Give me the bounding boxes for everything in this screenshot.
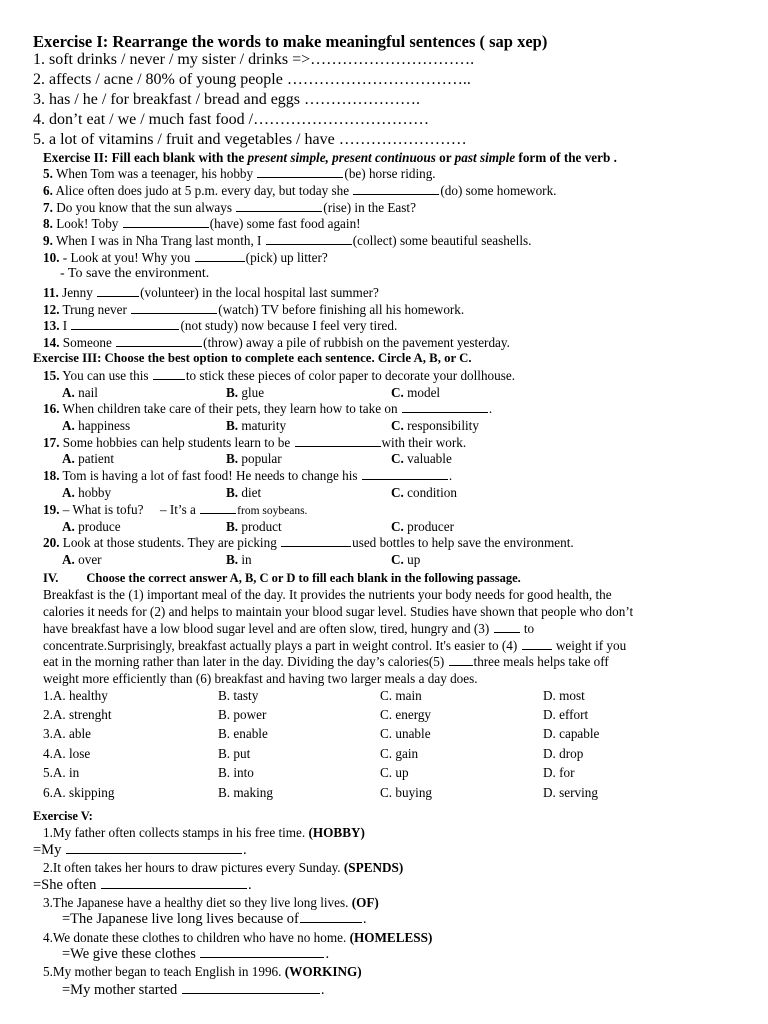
blank[interactable] [522, 639, 552, 650]
ex4-q6-option-a[interactable]: 6.A. skipping [43, 785, 115, 800]
ex4-q6-option-b[interactable]: B. making [218, 785, 273, 800]
blank[interactable] [257, 167, 343, 178]
passage-line-6: weight more efficiently than (6) breakfast and having two larger meals a day does. [43, 671, 478, 686]
ex4-q2-option-c[interactable]: C. energy [380, 707, 432, 722]
ex2-q10: 10. - Look at you! Why you (pick) up litter? [43, 250, 328, 265]
passage-line-5: eat in the morning rather than later in the day. Dividing the day’s calories(5) three meals helps take off [43, 654, 609, 669]
ex3-q18-option-b[interactable]: B. diet [226, 485, 262, 500]
ex2-q5: 5. When Tom was a teenager, his hobby (be) horse riding. [43, 166, 436, 181]
answer-blank[interactable] [200, 947, 324, 958]
ex5-a1: =My . [33, 842, 247, 858]
ex3-q20-option-a[interactable]: A. over [62, 552, 102, 567]
blank[interactable] [281, 536, 351, 547]
ex2-q14: 14. Someone (throw) away a pile of rubbish on the pavement yesterday. [43, 335, 510, 350]
ex3-q15-option-c[interactable]: C. model [391, 385, 441, 400]
ex3-q15-option-b[interactable]: B. glue [226, 385, 265, 400]
ex1-item-5: 5. a lot of vitamins / fruit and vegetables / have …………………… [33, 131, 467, 148]
ex3-q18: 18. Tom is having a lot of fast food! He needs to change his . [43, 468, 453, 483]
ex3-q19-option-a[interactable]: A. produce [62, 519, 121, 534]
answer-blank[interactable] [66, 843, 242, 854]
ex4-q1-option-b[interactable]: B. tasty [218, 688, 259, 703]
blank[interactable] [494, 622, 520, 633]
ex4-q2-option-d[interactable]: D. effort [543, 707, 589, 722]
ex1-item-2: 2. affects / acne / 80% of young people …………………………….. [33, 71, 471, 88]
exercise-3-title: Exercise III: Choose the best option to complete each sentence. Circle A, B, or C. [33, 351, 472, 365]
exercise-1-title: Exercise I: Rearrange the words to make meaningful sentences ( sap xep) [33, 32, 548, 51]
ex3-q17-option-b[interactable]: B. popular [226, 451, 282, 466]
answer-blank[interactable] [101, 878, 247, 889]
ex3-q17: 17. Some hobbies can help students learn to be with their work. [43, 435, 467, 450]
blank[interactable] [131, 303, 217, 314]
blank[interactable] [97, 286, 139, 297]
blank[interactable] [123, 217, 209, 228]
ex3-q17-option-c[interactable]: C. valuable [391, 451, 452, 466]
ex2-q6: 6. Alice often does judo at 5 p.m. every day, but today she (do) some homework. [43, 183, 557, 198]
ex5-a4: =We give these clothes . [62, 946, 330, 962]
ex4-q3-option-b[interactable]: B. enable [218, 726, 268, 741]
ex4-q2-option-a[interactable]: 2.A. strenght [43, 707, 112, 722]
ex4-q2-option-b[interactable]: B. power [218, 707, 267, 722]
ex3-q16-option-c[interactable]: C. responsibility [391, 418, 479, 433]
blank[interactable] [295, 436, 381, 447]
ex3-q16-option-b[interactable]: B. maturity [226, 418, 287, 433]
ex5-q2: 2.It often takes her hours to draw pictures every Sunday. (SPENDS) [43, 860, 404, 875]
ex4-q3-option-d[interactable]: D. capable [543, 726, 600, 741]
ex3-q19: 19. – What is tofu? – It’s a from soybeans. [43, 502, 308, 517]
ex4-q5-option-d[interactable]: D. for [543, 765, 575, 780]
ex3-q19-option-c[interactable]: C. producer [391, 519, 454, 534]
blank[interactable] [200, 503, 236, 514]
blank[interactable] [153, 369, 185, 380]
ex4-q4-option-a[interactable]: 4.A. lose [43, 746, 91, 761]
ex5-a2: =She often . [33, 877, 252, 893]
passage-line-3: have breakfast have a low blood sugar level and are often slow, tired, hungry and (3) to [43, 621, 535, 636]
blank[interactable] [402, 402, 488, 413]
ex4-q1-option-a[interactable]: 1.A. healthy [43, 688, 108, 703]
ex4-q5-option-c[interactable]: C. up [380, 765, 409, 780]
passage-line-4: concentrate.Surprisingly, breakfast actually plays a part in weight control. It's easier to (4) weight if you [43, 638, 627, 653]
ex2-q10-answer: - To save the environment. [60, 266, 210, 281]
ex3-q15-option-a[interactable]: A. nail [62, 385, 98, 400]
ex3-q20: 20. Look at those students. They are picking used bottles to help save the environment. [43, 535, 574, 550]
ex3-q16-option-a[interactable]: A. happiness [62, 418, 131, 433]
exercise-4-title: IV. Choose the correct answer A, B, C or D to fill each blank in the following passage. [43, 571, 521, 585]
blank[interactable] [116, 336, 202, 347]
ex4-q5-option-b[interactable]: B. into [218, 765, 254, 780]
ex4-q4-option-b[interactable]: B. put [218, 746, 251, 761]
ex2-q13: 13. I (not study) now because I feel very tired. [43, 318, 398, 333]
passage-line-2: calories it needs for (2) and helps to maintain your blood sugar level. Studies have shown that people who don’t [43, 604, 634, 619]
ex4-q3-option-c[interactable]: C. unable [380, 726, 431, 741]
ex2-q9: 9. When I was in Nha Trang last month, I (collect) some beautiful seashells. [43, 233, 532, 248]
ex3-q17-option-a[interactable]: A. patient [62, 451, 115, 466]
answer-blank[interactable] [300, 912, 362, 923]
ex4-q3-option-a[interactable]: 3.A. able [43, 726, 91, 741]
blank[interactable] [449, 655, 473, 666]
ex4-q1-option-d[interactable]: D. most [543, 688, 585, 703]
ex4-q4-option-c[interactable]: C. gain [380, 746, 419, 761]
ex1-item-4: 4. don’t eat / we / much fast food /…………………………… [33, 111, 430, 128]
ex5-a3: =The Japanese live long lives because of . [62, 911, 367, 927]
ex2-q7: 7. Do you know that the sun always (rise) in the East? [43, 200, 416, 215]
exercise-5-title: Exercise V: [33, 809, 93, 823]
ex1-item-1: 1. soft drinks / never / my sister / drinks =>…………………………. [33, 51, 475, 68]
ex5-q4: 4.We donate these clothes to children who have no home. (HOMELESS) [43, 930, 433, 945]
ex3-q18-option-a[interactable]: A. hobby [62, 485, 112, 500]
answer-blank[interactable] [182, 983, 320, 994]
blank[interactable] [362, 469, 448, 480]
ex4-q5-option-a[interactable]: 5.A. in [43, 765, 80, 780]
exercise-2-title: Exercise II: Fill each blank with the present simple, present continuous or past simple form of the verb . [43, 150, 617, 165]
ex2-q12: 12. Trung never (watch) TV before finishing all his homework. [43, 302, 465, 317]
ex3-q18-option-c[interactable]: C. condition [391, 485, 457, 500]
blank[interactable] [195, 251, 245, 262]
ex4-q1-option-c[interactable]: C. main [380, 688, 422, 703]
passage-line-1: Breakfast is the (1) important meal of the day. It provides the nutrients your body needs for good health, the [43, 587, 612, 602]
ex3-q20-option-c[interactable]: C. up [391, 552, 421, 567]
ex5-a5: =My mother started . [62, 982, 325, 998]
blank[interactable] [266, 234, 352, 245]
ex5-q1: 1.My father often collects stamps in his free time. (HOBBY) [43, 825, 365, 840]
ex2-q11: 11. Jenny (volunteer) in the local hospital last summer? [43, 285, 379, 300]
ex1-item-3: 3. has / he / for breakfast / bread and eggs …………………. [33, 91, 421, 108]
blank[interactable] [71, 319, 179, 330]
ex5-q3: 3.The Japanese have a healthy diet so they live long lives. (OF) [43, 895, 379, 910]
ex5-q5: 5.My mother began to teach English in 1996. (WORKING) [43, 964, 362, 979]
ex3-q20-option-b[interactable]: B. in [226, 552, 252, 567]
ex3-q15: 15. You can use this to stick these pieces of color paper to decorate your dollhouse. [43, 368, 516, 383]
ex3-q16: 16. When children take care of their pets, they learn how to take on . [43, 401, 493, 416]
ex2-q8: 8. Look! Toby (have) some fast food again! [43, 216, 361, 231]
ex3-q19-option-b[interactable]: B. product [226, 519, 282, 534]
ex4-q6-option-c[interactable]: C. buying [380, 785, 433, 800]
ex4-q4-option-d[interactable]: D. drop [543, 746, 584, 761]
blank[interactable] [353, 184, 439, 195]
blank[interactable] [236, 201, 322, 212]
ex4-q6-option-d[interactable]: D. serving [543, 785, 598, 800]
